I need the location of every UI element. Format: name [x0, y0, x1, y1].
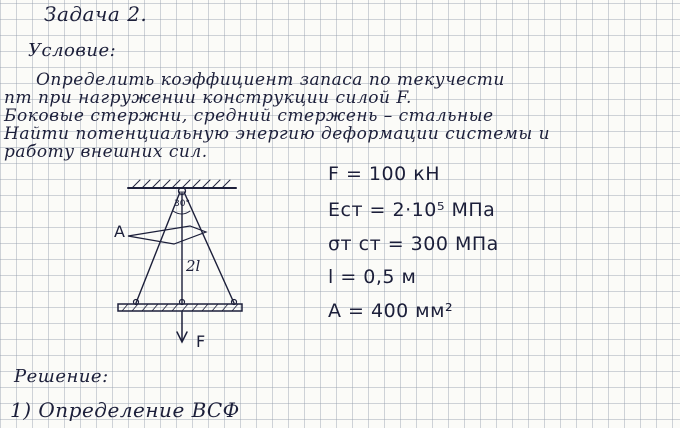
label-force-f: F: [196, 332, 206, 351]
given-area: A = 400 мм²: [328, 300, 454, 322]
label-length-2l: 2l: [186, 257, 201, 275]
condition-line-3: Боковые стержни, средний стержень – стальные: [4, 106, 494, 126]
solution-label: Решение:: [14, 366, 109, 387]
given-yield-stress: σт ст = 300 МПа: [328, 233, 499, 255]
condition-label: Условие:: [28, 40, 117, 61]
condition-line-2: nт при нагружении конструкции силой F.: [4, 88, 412, 108]
condition-line-1: Определить коэффициент запаса по текучести: [36, 70, 505, 90]
label-angle: 30°: [174, 199, 190, 209]
right-rod: [184, 192, 234, 303]
condition-line-4: Найти потенциальную энергию деформации системы и: [4, 124, 551, 144]
top-support-hatching: [132, 180, 230, 188]
solution-step-1: 1) Определение ВСФ: [10, 398, 240, 422]
given-length: l = 0,5 м: [328, 266, 417, 288]
label-section-a: A: [114, 222, 125, 241]
given-modulus: Eст = 2·10⁵ МПа: [328, 199, 496, 221]
given-force: F = 100 кН: [328, 163, 440, 185]
task-title: Задача 2.: [44, 2, 148, 26]
bottom-beam-hatching: [122, 304, 238, 311]
condition-line-5: работу внешних сил.: [4, 142, 208, 162]
section-leader: [128, 226, 206, 244]
